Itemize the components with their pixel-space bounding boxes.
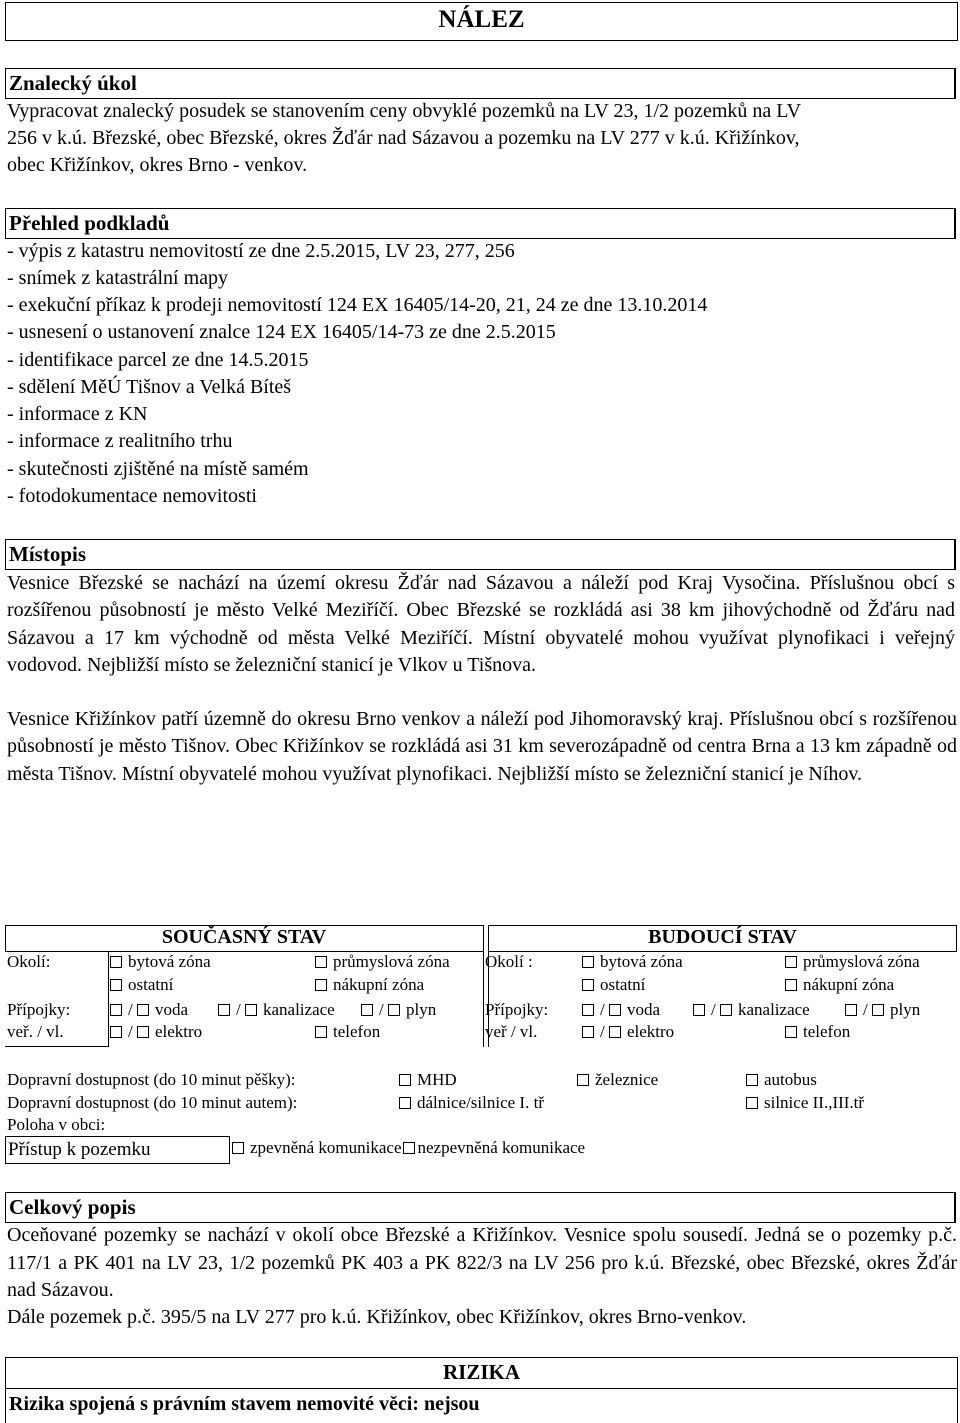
budouci-okoli-label: Okolí : bbox=[485, 952, 533, 971]
budouci-voda-label: voda bbox=[626, 1000, 661, 1019]
soucasny-telefon-label: telefon bbox=[333, 1022, 381, 1041]
ukol-line-1: Vypracovat znalecký posudek se stanovením ceny obvyklé pozemků na LV 23, 1/2 pozemků na LV bbox=[7, 100, 802, 122]
budouci-plyn[interactable] bbox=[845, 1000, 920, 1020]
prehled-item: - snímek z katastrální mapy bbox=[7, 267, 229, 289]
checkbox-icon[interactable] bbox=[845, 1004, 857, 1016]
ukol-line-3: obec Křižínkov, okres Brno - venkov. bbox=[7, 154, 308, 176]
checkbox-icon[interactable] bbox=[582, 956, 594, 968]
prehled-item: - fotodokumentace nemovitosti bbox=[7, 485, 257, 507]
mistopis-para-1: Vesnice Březské se nachází na území okresu Žďár nad Sázavou a náleží pod Kraj Vysočina. Příslušnou obcí s rozšířenou působností je město Velké Meziříčí. Obec Březské se rozkládá asi 38 km jihovýchodně od Žďáru nad Sázavou a 17 km východně od města Velké Meziříčí. Místní obyvatelé mohou využívat plynofikaci i veřejný vodovod. Nejbližší místo se železniční stanicí je Vlkov u Tišnova. bbox=[7, 572, 955, 676]
slash: / bbox=[600, 1000, 605, 1019]
checkbox-icon[interactable] bbox=[693, 1004, 705, 1016]
pristup-label: Přístup k pozemku bbox=[8, 1139, 151, 1160]
section-head-prehled bbox=[5, 208, 956, 239]
budouci-pripojky-label: Přípojky: bbox=[485, 1000, 549, 1019]
pristup-box bbox=[5, 1136, 230, 1164]
soucasny-kanalizace[interactable] bbox=[218, 1000, 335, 1020]
budouci-ver-label: veř / vl. bbox=[485, 1022, 538, 1041]
checkbox-icon[interactable] bbox=[315, 1026, 327, 1038]
checkbox-icon[interactable] bbox=[110, 1004, 122, 1016]
prehled-item: - sdělení MěÚ Tišnov a Velká Bíteš bbox=[7, 376, 292, 398]
soucasny-plyn-label: plyn bbox=[405, 1000, 437, 1019]
budouci-bytova-label: bytová zóna bbox=[600, 952, 683, 971]
budouci-plyn-label: plyn bbox=[889, 1000, 921, 1019]
checkbox-icon[interactable] bbox=[245, 1004, 257, 1016]
doprava-autem-label: Dopravní dostupnost (do 10 minut autem): bbox=[7, 1093, 298, 1112]
heading-znalecky-ukol: Znalecký úkol bbox=[9, 71, 137, 95]
soucasny-voda[interactable] bbox=[110, 1000, 188, 1020]
slash: / bbox=[128, 1022, 133, 1041]
checkbox-icon[interactable] bbox=[232, 1142, 244, 1154]
checkbox-icon[interactable] bbox=[388, 1004, 400, 1016]
soucasny-stav-title: SOUČASNÝ STAV bbox=[161, 926, 327, 948]
mhd-option[interactable] bbox=[399, 1070, 457, 1090]
checkbox-icon[interactable] bbox=[315, 956, 327, 968]
checkbox-icon[interactable] bbox=[609, 1026, 621, 1038]
zpevnena-option[interactable] bbox=[232, 1138, 585, 1158]
budouci-kanalizace[interactable] bbox=[693, 1000, 810, 1020]
soucasny-telefon[interactable] bbox=[315, 1022, 380, 1042]
prehled-item: - skutečnosti zjištěné na místě samém bbox=[7, 458, 309, 480]
soucasny-bytova-label: bytová zóna bbox=[128, 952, 211, 971]
page-title: NÁLEZ bbox=[438, 6, 525, 33]
budouci-ostatni-label: ostatní bbox=[600, 975, 646, 994]
zeleznice-label: železnice bbox=[595, 1070, 659, 1089]
soucasny-ostatni[interactable] bbox=[110, 975, 173, 995]
budouci-telefon-label: telefon bbox=[803, 1022, 851, 1041]
section-head-mistopis bbox=[5, 539, 956, 570]
soucasny-voda-label: voda bbox=[154, 1000, 189, 1019]
soucasny-okoli-label: Okolí: bbox=[7, 952, 51, 971]
checkbox-icon[interactable] bbox=[137, 1026, 149, 1038]
checkbox-icon[interactable] bbox=[582, 1026, 594, 1038]
checkbox-icon[interactable] bbox=[110, 956, 122, 968]
rizika-title: RIZIKA bbox=[442, 1360, 521, 1384]
heading-celkovy-popis: Celkový popis bbox=[9, 1195, 136, 1219]
checkbox-icon[interactable] bbox=[361, 1004, 373, 1016]
celkovy-popis-para-2: Dále pozemek p.č. 395/5 na LV 277 pro k.ú. Křižínkov, obec Křižínkov, okres Brno-venkov. bbox=[7, 1306, 747, 1328]
zpevnena-label: zpevněná komunikace bbox=[250, 1138, 402, 1157]
doprava-pesky-label: Dopravní dostupnost (do 10 minut pěšky): bbox=[7, 1070, 296, 1089]
checkbox-icon[interactable] bbox=[403, 1142, 415, 1154]
checkbox-icon[interactable] bbox=[746, 1074, 758, 1086]
checkbox-icon[interactable] bbox=[785, 979, 797, 991]
zeleznice-option[interactable] bbox=[577, 1070, 658, 1090]
checkbox-icon[interactable] bbox=[315, 979, 327, 991]
soucasny-elektro-label: elektro bbox=[154, 1022, 203, 1041]
budouci-kanalizace-label: kanalizace bbox=[737, 1000, 810, 1019]
soucasny-bytova[interactable] bbox=[110, 952, 211, 972]
section-head-znalecky-ukol bbox=[5, 68, 956, 99]
checkbox-icon[interactable] bbox=[399, 1097, 411, 1109]
budouci-elektro-label: elektro bbox=[626, 1022, 675, 1041]
soucasny-ver-label: veř. / vl. bbox=[7, 1022, 64, 1041]
stav-table bbox=[5, 925, 957, 1047]
soucasny-nakupni[interactable] bbox=[315, 975, 424, 995]
mhd-label: MHD bbox=[417, 1070, 457, 1089]
budouci-prumyslova-label: průmyslová zóna bbox=[803, 952, 920, 971]
section-head-celkovy-popis bbox=[5, 1192, 956, 1223]
autobus-option[interactable] bbox=[746, 1070, 817, 1090]
soucasny-prumyslova[interactable] bbox=[315, 952, 450, 972]
budouci-voda[interactable] bbox=[582, 1000, 660, 1020]
heading-mistopis: Místopis bbox=[9, 542, 87, 566]
dalnice-option[interactable] bbox=[399, 1093, 544, 1113]
silnice-option[interactable] bbox=[746, 1093, 864, 1113]
checkbox-icon[interactable] bbox=[110, 979, 122, 991]
checkbox-icon[interactable] bbox=[609, 1004, 621, 1016]
slash: / bbox=[600, 1022, 605, 1041]
heading-prehled: Přehled podkladů bbox=[9, 211, 170, 235]
prehled-item: - identifikace parcel ze dne 14.5.2015 bbox=[7, 349, 309, 371]
celkovy-popis-para-1: Oceňované pozemky se nachází v okolí obce Březské a Křižínkov. Vesnice spolu sousedí. Jedná se o pozemky p.č. 117/1 a PK 401 na LV 23, 1/2 pozemků PK 403 a PK 822/3 na LV 256 pro k.ú. Březské, obec Březské, okres Žďár nad Sázavou. bbox=[7, 1224, 957, 1301]
dalnice-label: dálnice/silnice I. tř bbox=[417, 1093, 544, 1112]
prehled-item: - exekuční příkaz k prodeji nemovitostí 124 EX 16405/14-20, 21, 24 ze dne 13.10.2014 bbox=[7, 294, 708, 316]
slash: / bbox=[236, 1000, 241, 1019]
prehled-item: - informace z realitního trhu bbox=[7, 430, 233, 452]
checkbox-icon[interactable] bbox=[137, 1004, 149, 1016]
nezpevnena-label: nezpevněná komunikace bbox=[417, 1138, 586, 1157]
rizika-box bbox=[5, 1357, 958, 1423]
checkbox-icon[interactable] bbox=[746, 1097, 758, 1109]
soucasny-pripojky-label: Přípojky: bbox=[7, 1000, 71, 1019]
checkbox-icon[interactable] bbox=[582, 979, 594, 991]
budouci-stav-title: BUDOUCÍ STAV bbox=[648, 926, 797, 948]
checkbox-icon[interactable] bbox=[785, 956, 797, 968]
soucasny-ostatni-label: ostatní bbox=[128, 975, 174, 994]
prehled-item: - usnesení o ustanovení znalce 124 EX 16405/14-73 ze dne 2.5.2015 bbox=[7, 321, 556, 343]
checkbox-icon[interactable] bbox=[872, 1004, 884, 1016]
prehled-item: - výpis z katastru nemovitostí ze dne 2.5.2015, LV 23, 277, 256 bbox=[7, 240, 515, 262]
checkbox-icon[interactable] bbox=[720, 1004, 732, 1016]
budouci-prumyslova[interactable] bbox=[785, 952, 920, 972]
slash: / bbox=[711, 1000, 716, 1019]
poloha-label: Poloha v obci: bbox=[7, 1115, 106, 1134]
budouci-telefon[interactable] bbox=[785, 1022, 850, 1042]
budouci-bytova[interactable] bbox=[582, 952, 683, 972]
budouci-elektro[interactable] bbox=[582, 1022, 674, 1042]
budouci-ostatni[interactable] bbox=[582, 975, 645, 995]
prehled-item: - informace z KN bbox=[7, 403, 148, 425]
ukol-line-2: 256 v k.ú. Březské, obec Březské, okres Žďár nad Sázavou a pozemku na LV 277 v k.ú. Křižínkov, bbox=[7, 127, 800, 149]
soucasny-plyn[interactable] bbox=[361, 1000, 436, 1020]
budouci-nakupni[interactable] bbox=[785, 975, 894, 995]
rizika-subheading: Rizika spojená s právním stavem nemovité věci: nejsou bbox=[9, 1393, 480, 1415]
soucasny-kanalizace-label: kanalizace bbox=[262, 1000, 335, 1019]
title-box bbox=[5, 2, 958, 41]
checkbox-icon[interactable] bbox=[110, 1026, 122, 1038]
checkbox-icon[interactable] bbox=[582, 1004, 594, 1016]
slash: / bbox=[863, 1000, 868, 1019]
soucasny-nakupni-label: nákupní zóna bbox=[333, 975, 425, 994]
budouci-nakupni-label: nákupní zóna bbox=[803, 975, 895, 994]
slash: / bbox=[379, 1000, 384, 1019]
checkbox-icon[interactable] bbox=[577, 1074, 589, 1086]
checkbox-icon[interactable] bbox=[399, 1074, 411, 1086]
autobus-label: autobus bbox=[764, 1070, 817, 1089]
checkbox-icon[interactable] bbox=[218, 1004, 230, 1016]
soucasny-prumyslova-label: průmyslová zóna bbox=[333, 952, 450, 971]
slash: / bbox=[128, 1000, 133, 1019]
silnice-label: silnice II.,III.tř bbox=[764, 1093, 865, 1112]
checkbox-icon[interactable] bbox=[785, 1026, 797, 1038]
soucasny-elektro[interactable] bbox=[110, 1022, 202, 1042]
mistopis-para-2: Vesnice Křižínkov patří územně do okresu Brno venkov a náleží pod Jihomoravský kraj. Příslušnou obcí s rozšířenou působností je město Tišnov. Obec Křižínkov se rozkládá asi 31 km severozápadně od centra Brna a 13 km západně od města Tišnov. Místní obyvatelé mohou využívat plynofikaci. Nejbližší místo se železniční stanicí je Níhov. bbox=[7, 708, 957, 785]
